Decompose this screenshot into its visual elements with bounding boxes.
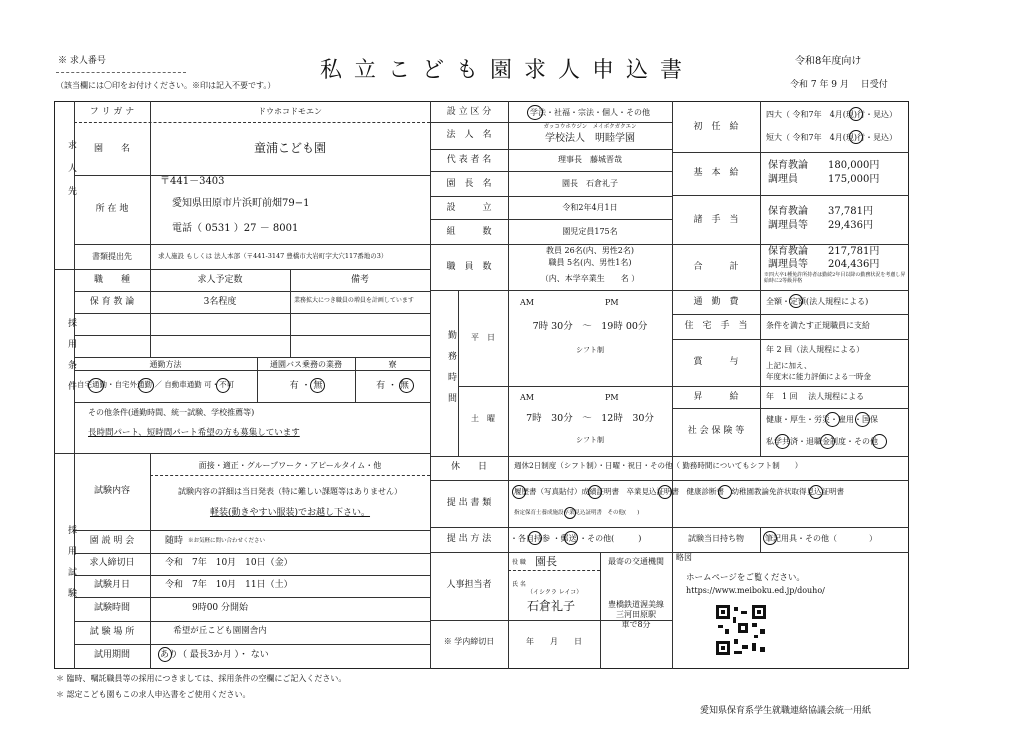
fiscal-year: 令和8年度向け [795, 56, 862, 67]
furigana-label: フ リ ガ ナ [89, 107, 135, 117]
circle-mark [528, 531, 542, 545]
footer-note-2: ＊ 認定こども園もこの求人申込書をご使用ください。 [56, 690, 251, 699]
bus-header: 通園バス乗務の業務 [270, 360, 342, 369]
circle-mark [872, 434, 887, 449]
method-label: 提 出 方 法 [446, 534, 492, 544]
weekday-am: AM [520, 298, 534, 307]
exam-time-value: 9時00 分開始 [191, 603, 249, 613]
deadline-value: 令和 7年 10月 10日（金） [165, 558, 293, 568]
circle-mark [658, 485, 672, 499]
footer-org: 愛知県保育系学生就職連絡協議会統一用紙 [700, 706, 872, 716]
rep-value: 理事長 藤城晋哉 [558, 155, 622, 164]
head-value: 園長 石倉礼子 [562, 179, 618, 188]
name-value: 童浦こども園 [253, 141, 326, 155]
column-divider-2 [672, 101, 673, 669]
section-label-conditions [58, 318, 76, 402]
received-date: 令和 7 年 9 月 日受付 [790, 80, 888, 90]
weekday-pm: PM [605, 298, 619, 307]
footer-note-1: ＊ 臨時、嘱託職員等の採用につきましては、採用条件の空欄にご記入ください。 [56, 674, 347, 683]
col-planned: 求人予定数 [197, 275, 243, 285]
qr-code[interactable] [716, 605, 766, 655]
circle-mark [138, 378, 154, 393]
briefing-value: 随時 [165, 536, 184, 546]
person-kana: （イシクラ レイコ） [527, 589, 583, 596]
exam-date-label: 試験月日 [93, 580, 130, 590]
bus-value: 有 ・ 無 [289, 381, 323, 391]
exam-place-value: 希望が丘こども園園舎内 [173, 626, 267, 636]
exam-content-1: 面接・適正・グループワーク・アピールタイム・他 [198, 461, 382, 470]
allowance-line-2: 調理員等 29,436円 [768, 220, 873, 231]
corp-value: 学校法人 明睦学園 [545, 133, 635, 144]
planned-1: 3名程度 [203, 297, 237, 307]
total-line-2: 調理員等 204,436円 [768, 259, 880, 270]
circle-mark [564, 531, 578, 545]
org-value: 園児定員175名 [562, 227, 618, 236]
insurance-line-2: 私学共済・退職金制度・その他 [766, 437, 878, 446]
circle-mark [527, 105, 543, 120]
exam-place-label: 試 験 場 所 [89, 627, 135, 637]
circle-mark [825, 412, 840, 427]
insurance-line-1: 健康・厚生・労災・雇用・国保 [766, 415, 878, 424]
address-value: 愛知県田原市片浜町前畑79−1 [172, 198, 310, 209]
raise-value: 年 1 回 法人規程による [766, 392, 865, 401]
circle-mark [809, 485, 823, 499]
role-label: 役 職 [512, 559, 526, 566]
school-deadline-value: 年 月 日 [526, 637, 582, 646]
circle-mark [564, 507, 576, 519]
weekday-time: 7時 30分 ～ 19時 00分 [532, 321, 648, 332]
address-label: 所 在 地 [95, 204, 129, 214]
type-label: 設 立 区 分 [446, 107, 492, 117]
allowance-line-1: 保育教論 37,781円 [768, 206, 873, 217]
page-title: 私立こども園求人申込書 [320, 58, 695, 83]
base-label: 基 本 給 [693, 168, 739, 178]
base-line-2: 調理員 175,000円 [768, 174, 880, 185]
exam-content-3: 軽装(動きやすい服装)でお越し下さい。 [209, 508, 371, 518]
staff-line-1: 教員 26名(内、男性2名) [545, 246, 635, 255]
staff-label: 職 員 数 [446, 262, 492, 272]
school-deadline-label: ※ 学内締切日 [443, 637, 495, 646]
allowance-label: 諸 手 当 [693, 215, 739, 225]
est-label: 設 立 [446, 203, 492, 213]
housing-value: 条件を満たす正規職員に支給 [766, 321, 870, 330]
saturday-pm: PM [605, 393, 619, 402]
base-line-1: 保育教論 180,000円 [768, 160, 880, 171]
recruit-number-line [56, 72, 186, 73]
postal-code: 〒441－3403 [160, 176, 225, 187]
commute-fee-label: 通 勤 費 [693, 297, 739, 307]
total-label: 合 計 [693, 262, 739, 272]
total-line-1: 保育教論 217,781円 [768, 246, 880, 257]
briefing-note: ※お気軽に問い合わせください [188, 538, 266, 544]
saturday-time: 7時 30分 ～ 12時 30分 [526, 413, 654, 424]
circle-mark [763, 531, 777, 545]
circle-mark [849, 130, 863, 144]
circle-mark [588, 485, 602, 499]
commute-header: 通勤方法 [149, 360, 182, 369]
circle-mark [775, 434, 790, 449]
exam-content-label: 試験内容 [93, 486, 130, 496]
bring-value: 筆記用具・その他（ ） [765, 534, 877, 543]
briefing-label: 園 説 明 会 [89, 536, 135, 546]
circle-mark [855, 412, 870, 427]
commute-fee-value: 全額・定額(法人規程による) [766, 297, 869, 306]
contact-label: 人事担当者 [446, 580, 492, 590]
map-line-1: ホームページをご覧ください。 [686, 573, 805, 583]
circle-mark [789, 294, 803, 308]
role-value: 園長 [535, 555, 557, 568]
furigana-value: ドウホコドモエン [258, 107, 322, 116]
exam-date-value: 令和 7年 10月 11日（土） [165, 580, 293, 590]
rep-label: 代 表 者 名 [446, 155, 492, 165]
raise-label: 昇 給 [693, 392, 739, 402]
docs-line-2: 指定保育士養成施設卒業見込証明書 その他( ) [514, 510, 640, 516]
staff-line-2: 職員 5名(内、男性1名) [548, 258, 632, 267]
starting-label: 初 任 給 [693, 122, 739, 132]
staff-line-3: （内、本学卒業生 名 ） [540, 274, 640, 283]
section-label-conditions-text: 採用条件 [66, 318, 76, 402]
total-note: ※四大卒1種免許所持者は勤続2年目以降の勤務状況を考慮し昇給時に2等級昇格 [764, 272, 906, 284]
saturday-label: 土 曜 [471, 414, 495, 423]
notes-1: 業務拡大につき職員の増員を計画しています [294, 297, 414, 304]
weekday-shift: シフト制 [576, 346, 604, 354]
section-label-recruiter-text: 求人先 [66, 140, 76, 209]
col-job: 職 種 [93, 275, 130, 285]
map-label: 略図 [676, 553, 692, 562]
deadline-label: 求人締切日 [89, 558, 135, 568]
trial-label: 試用期間 [93, 650, 130, 660]
circle-mark [158, 647, 172, 662]
section-label-recruiter [58, 140, 76, 209]
dorm-value: 有 ・ 無 [376, 381, 409, 391]
docs-label: 提 出 書 類 [446, 498, 492, 508]
exam-time-label: 試験時間 [93, 603, 130, 613]
corp-furigana: ガッコウホウジン メイボクガクエン [543, 124, 637, 130]
name-label: 園 名 [93, 144, 130, 154]
recruit-number-label: ※ 求人番号 [58, 56, 106, 66]
col-notes: 備考 [350, 275, 369, 285]
circle-mark [512, 485, 526, 499]
section-label-exam [58, 525, 76, 609]
bonus-line-2: 上記に加え、 [766, 361, 812, 370]
circle-mark [718, 485, 732, 499]
starting-line-1: 四大（ 令和7年 4月(現)行・見込） [766, 110, 897, 119]
trial-value: あり（ 最長3か月 ）・ ない [160, 650, 269, 660]
holiday-value: 週休2日制度（シフト制）・日曜・祝日・その他（ 勤務時間についてもシフト制 ） [514, 461, 803, 470]
bonus-label: 賞 与 [693, 357, 739, 367]
est-value: 令和2年4月1日 [562, 203, 618, 212]
saturday-shift: シフト制 [576, 436, 604, 444]
station-label: 最寄の交通機関 [608, 557, 664, 566]
bonus-line-1: 年 2 回（法人規程による） [766, 345, 865, 354]
corp-label: 法 人 名 [446, 130, 492, 140]
holiday-label: 休 日 [450, 462, 487, 472]
bring-label: 試験当日持ち物 [688, 534, 744, 543]
starting-line-2: 短大（ 令和7年 4月(現)行・見込） [766, 133, 897, 142]
dorm-header: 寮 [388, 360, 397, 369]
circle-mark [820, 434, 835, 449]
circle-mark [399, 378, 414, 393]
exam-content-2: 試験内容の詳細は当日発表（特に難しい課題等はありません） [178, 487, 402, 496]
hours-label [438, 330, 456, 414]
type-value: 学法・社福・宗法・個人・その他 [530, 108, 650, 117]
person-value: 石倉礼子 [527, 599, 576, 613]
other-conditions-value: 長時間パート、短時間パート希望の方も募集しています [88, 428, 300, 438]
docs-line-1: 履歴書（写真貼付）成績証明書 卒業見込証明書 健康診断書 幼稚園教論免許状取得見込証明書 [514, 487, 844, 496]
header-note: （該当欄には〇印をお付けください。※印は記入不要です。） [56, 81, 276, 90]
submit-label: 書類提出先 [92, 252, 132, 261]
job-1: 保 育 教 論 [89, 297, 135, 307]
submit-value: 求人施設 もしくは 法人本部（〒441-3147 豊橋市大岩町字大穴117番地の3） [158, 252, 388, 260]
head-label: 園 長 名 [446, 179, 492, 189]
section-label-exam-text: 採用試験 [66, 525, 76, 609]
housing-label: 住 宅 手 当 [684, 321, 748, 331]
hours-label-text: 勤務時間 [446, 330, 456, 414]
station-value: 豊橋鉄道渥美線 三河田原駅 車で8分 [608, 600, 664, 629]
commute-value: 自宅通勤・自宅外通勤 ／ 自動車通勤 可・不可 [77, 380, 235, 389]
circle-mark [310, 378, 325, 393]
phone-value: 電話（ 0531 ）27 － 8001 [172, 223, 299, 234]
method-value: ・各自持参 ・郵送 ・その他( ) [510, 534, 642, 543]
circle-mark [216, 378, 230, 393]
circle-mark [88, 378, 104, 393]
circle-mark [849, 107, 863, 121]
bonus-line-3: 年度末に能力評価による一時金 [766, 372, 871, 381]
map-line-2: https://www.meiboku.ed.jp/douho/ [686, 586, 825, 595]
insurance-label: 社 会 保 険 等 [687, 426, 745, 436]
person-label: 氏 名 [512, 581, 526, 588]
weekday-label: 平 日 [471, 333, 495, 342]
org-label: 組 数 [446, 227, 492, 237]
saturday-am: AM [520, 393, 534, 402]
other-conditions-label: その他条件(通勤時間、統一試験、学校推薦等) [88, 408, 255, 417]
